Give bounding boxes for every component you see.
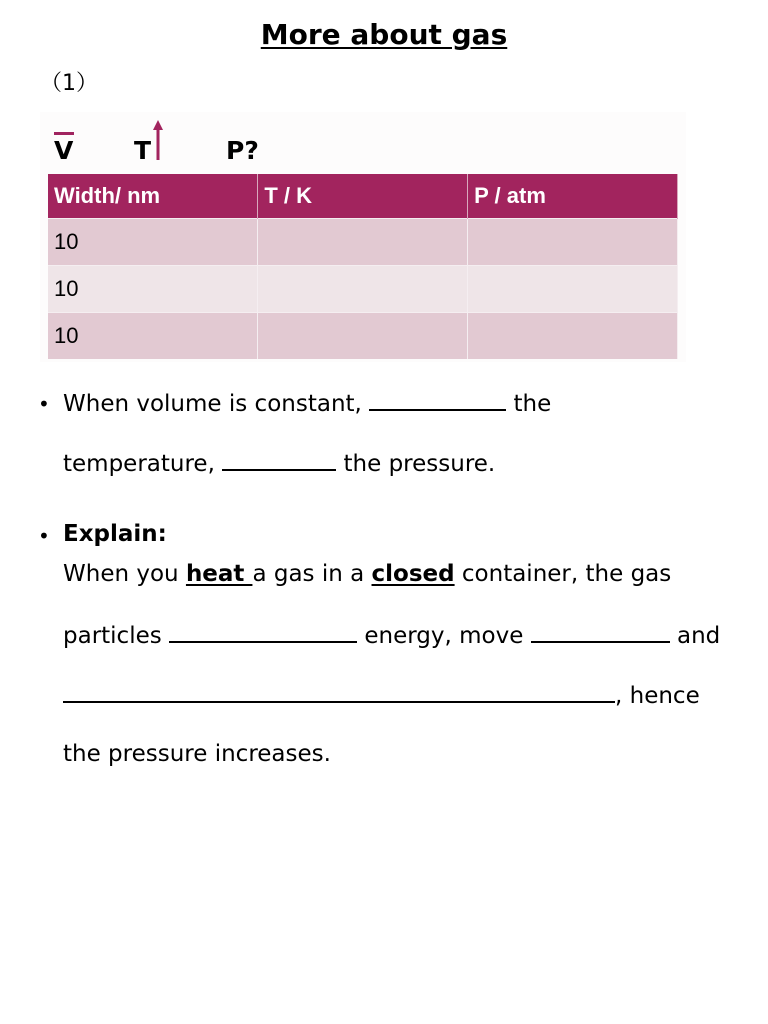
table-row	[48, 313, 678, 360]
bullet2-line3: , hence	[63, 681, 700, 709]
table-row	[48, 219, 678, 266]
table-header-row	[48, 174, 678, 219]
table-cell: 10	[48, 219, 258, 266]
explain-heading: Explain:	[63, 521, 167, 547]
column-header-pressure: P / atm	[468, 174, 678, 219]
bullet1-line1: When volume is constant, the	[63, 391, 552, 417]
temperature-increase-symbol: T	[134, 136, 151, 165]
variables-table-panel	[40, 112, 686, 362]
bullet2-line1: When you heat a gas in a closed container, the gas	[63, 561, 672, 587]
page-title: More about gas	[260, 18, 508, 51]
column-header-temperature: T / K	[258, 174, 468, 219]
fill-blank[interactable]	[531, 621, 670, 643]
fill-blank[interactable]	[169, 621, 357, 643]
fill-blank[interactable]	[222, 449, 336, 471]
bullet2-line4: the pressure increases.	[63, 741, 331, 767]
table-row	[48, 266, 678, 313]
volume-constant-symbol: V	[54, 136, 73, 165]
bullet-dot: •	[38, 392, 50, 416]
bullet2-line2: particles energy, move and	[63, 623, 721, 649]
table-cell: 10	[48, 266, 258, 313]
variable-row	[52, 120, 452, 172]
table-cell	[258, 313, 468, 360]
table-cell	[258, 219, 468, 266]
data-table	[48, 174, 678, 359]
bullet-dot: •	[38, 524, 50, 548]
table-cell	[468, 266, 678, 313]
table-cell	[258, 266, 468, 313]
pressure-question-symbol: P?	[226, 136, 259, 165]
arrow-up-icon	[152, 120, 164, 162]
bullet1-line2: temperature, the pressure.	[63, 451, 496, 477]
table-cell	[468, 313, 678, 360]
constant-bar-icon	[54, 132, 74, 135]
fill-blank[interactable]	[369, 389, 506, 411]
keyword-heat: heat	[185, 561, 253, 587]
column-header-width: Width/ nm	[48, 174, 258, 219]
table-cell: 10	[48, 313, 258, 360]
question-number: （1）	[40, 71, 98, 96]
fill-blank[interactable]	[63, 681, 615, 703]
table-cell	[468, 219, 678, 266]
keyword-closed: closed	[371, 561, 455, 587]
